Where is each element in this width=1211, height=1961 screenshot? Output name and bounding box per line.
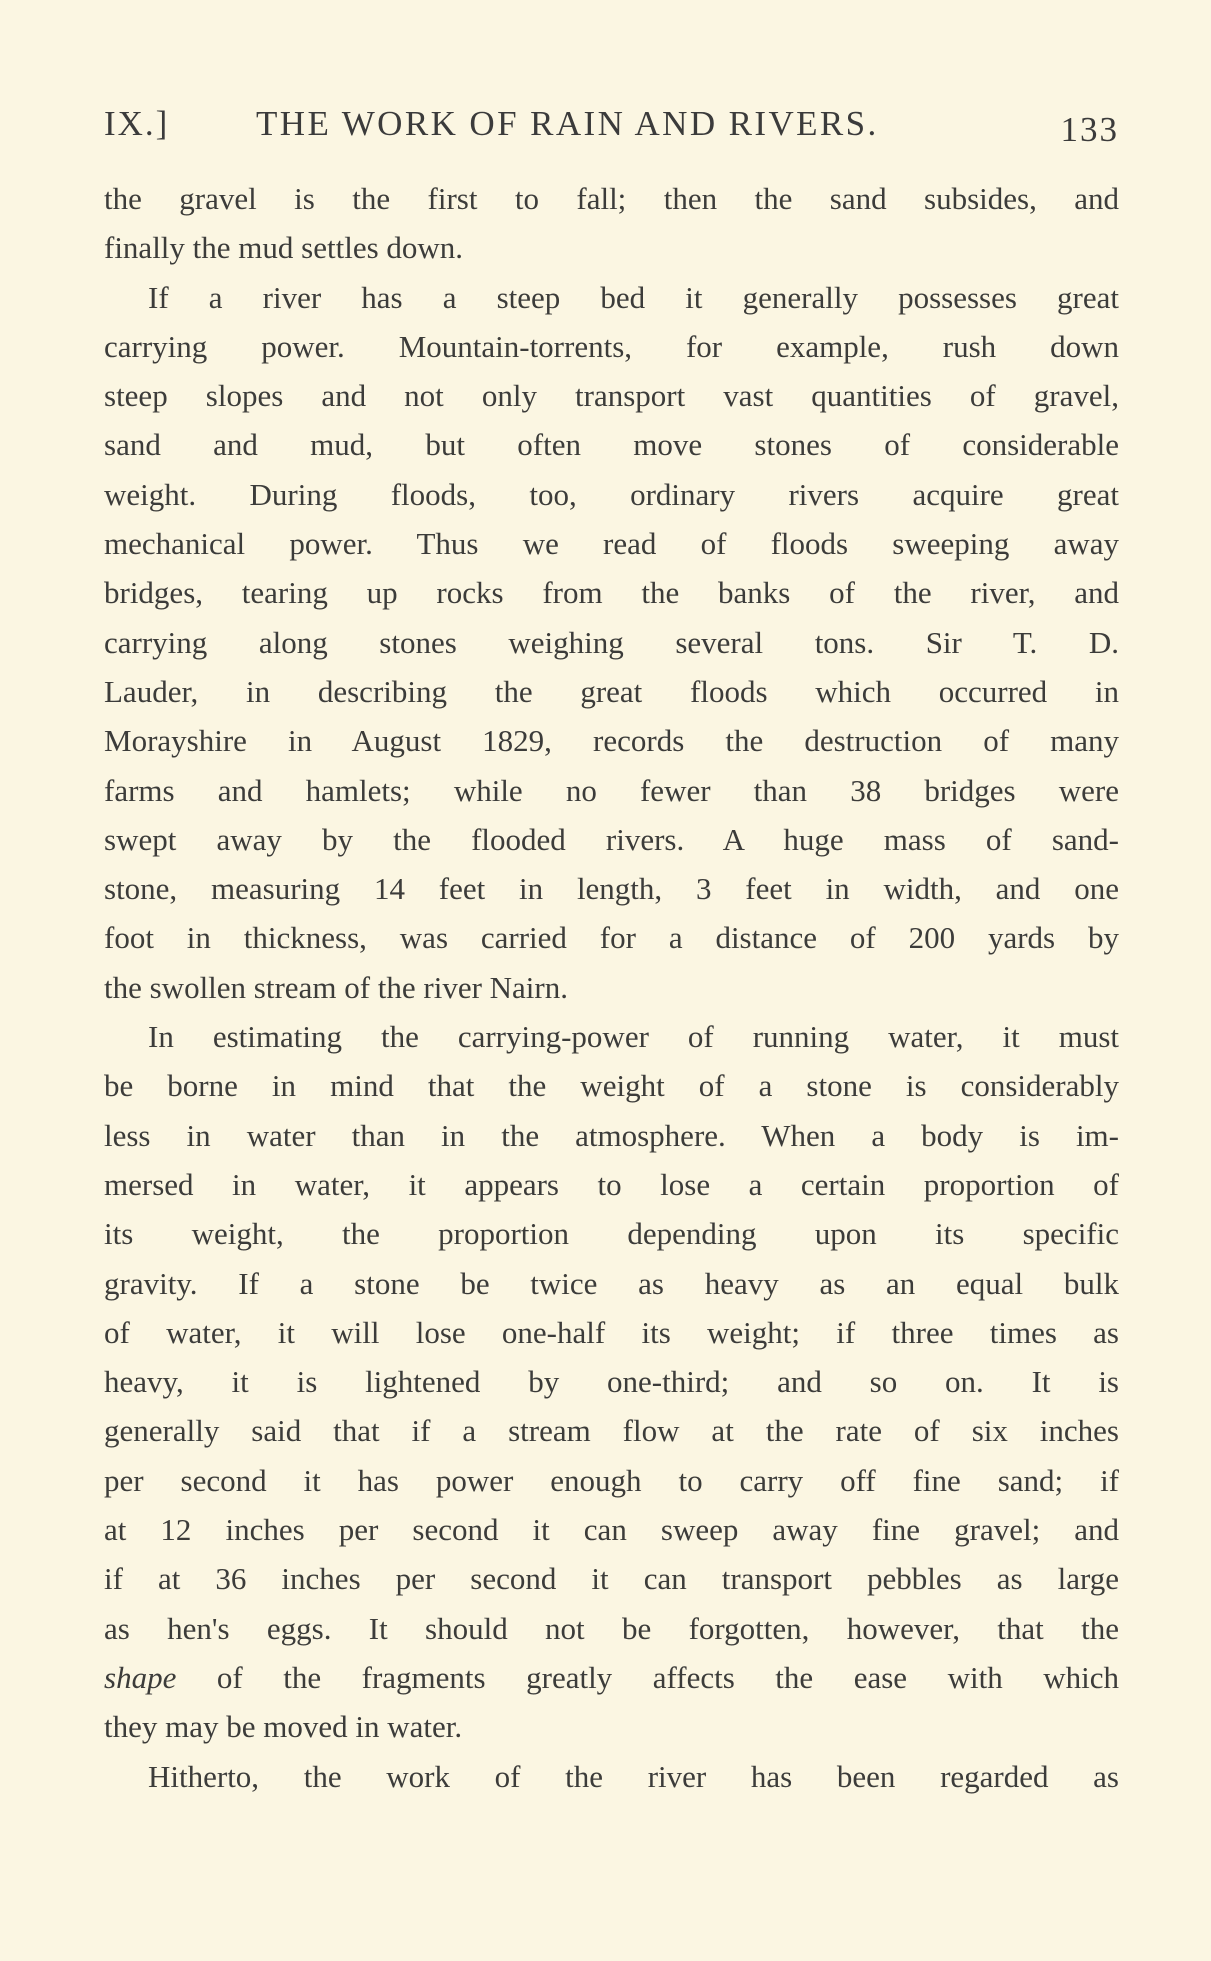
text-line: carrying power. Mountain-torrents, for example, rush down bbox=[104, 328, 1119, 364]
text-line: If a river has a steep bed it generally possesses great bbox=[148, 279, 1119, 315]
line-text: of the fragments greatly affects the ease with which bbox=[176, 1659, 1119, 1695]
text-line: carrying along stones weighing several tons. Sir T. D. bbox=[104, 624, 1119, 660]
text-line: be borne in mind that the weight of a stone is considerably bbox=[104, 1068, 1119, 1104]
text-line: generally said that if a stream flow at the rate of six inches bbox=[104, 1413, 1119, 1449]
italic-emphasis: shape bbox=[104, 1659, 177, 1695]
chapter-title: THE WORK OF RAIN AND RIVERS. bbox=[256, 104, 879, 143]
text-line: bridges, tearing up rocks from the banks of the river, and bbox=[104, 575, 1119, 611]
text-line: gravity. If a stone be twice as heavy as an equal bulk bbox=[104, 1265, 1119, 1301]
text-line: as hen's eggs. It should not be forgotten, however, that the bbox=[104, 1610, 1119, 1646]
text-line: Lauder, in describing the great floods which occurred in bbox=[104, 673, 1119, 709]
text-line: the swollen stream of the river Nairn. bbox=[104, 969, 568, 1005]
text-line: less in water than in the atmosphere. When a body is im- bbox=[104, 1117, 1119, 1153]
text-line: of water, it will lose one-half its weight; if three times as bbox=[104, 1314, 1119, 1350]
text-line: finally the mud settles down. bbox=[104, 230, 464, 266]
chapter-number: IX.] bbox=[104, 104, 170, 143]
text-line: Hitherto, the work of the river has been regarded as bbox=[148, 1758, 1119, 1794]
text-line: they may be moved in water. bbox=[104, 1709, 463, 1745]
running-head bbox=[104, 92, 1119, 152]
text-line: its weight, the proportion depending upon its specific bbox=[104, 1216, 1119, 1252]
text-line: at 12 inches per second it can sweep away fine gravel; and bbox=[104, 1512, 1119, 1548]
text-line: foot in thickness, was carried for a distance of 200 yards by bbox=[104, 920, 1119, 956]
text-line: farms and hamlets; while no fewer than 38 bridges were bbox=[104, 772, 1119, 808]
text-line bbox=[104, 1653, 1119, 1702]
text-line: heavy, it is lightened by one-third; and so on. It is bbox=[104, 1364, 1119, 1400]
body-text bbox=[104, 174, 1119, 1801]
page-number: 133 bbox=[1060, 110, 1119, 149]
text-line: Morayshire in August 1829, records the destruction of many bbox=[104, 723, 1119, 759]
text-line: sand and mud, but often move stones of considerable bbox=[104, 427, 1119, 463]
text-line: the gravel is the first to fall; then the sand subsides, and bbox=[104, 181, 1119, 216]
text-line: swept away by the flooded rivers. A huge mass of sand- bbox=[104, 821, 1119, 857]
text-line: stone, measuring 14 feet in length, 3 feet in width, and one bbox=[104, 871, 1119, 907]
text-line: In estimating the carrying-power of running water, it must bbox=[148, 1019, 1119, 1055]
text-line: if at 36 inches per second it can transport pebbles as large bbox=[104, 1561, 1119, 1597]
text-line: steep slopes and not only transport vast quantities of gravel, bbox=[104, 378, 1119, 414]
text-line: weight. During floods, too, ordinary rivers acquire great bbox=[104, 476, 1119, 512]
text-line: per second it has power enough to carry off fine sand; if bbox=[104, 1462, 1119, 1498]
text-line: mechanical power. Thus we read of floods sweeping away bbox=[104, 526, 1119, 562]
text-line: mersed in water, it appears to lose a certain proportion of bbox=[104, 1166, 1119, 1202]
